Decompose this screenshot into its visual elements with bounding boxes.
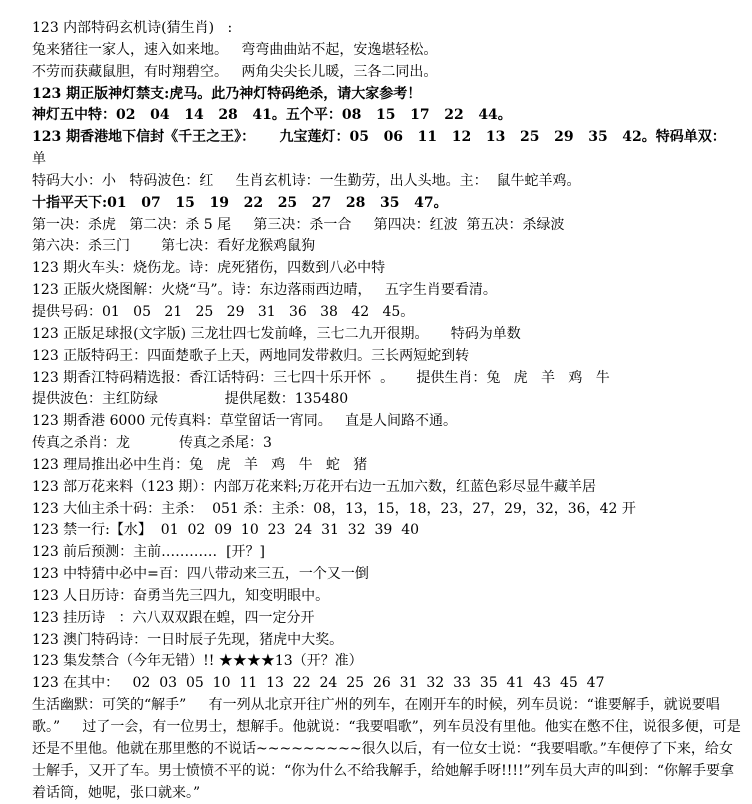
- text-line: 提供号码：01 05 21 25 29 31 36 38 42 45。: [32, 303, 415, 320]
- text-line: 123 前后预测：主前………… [开？]: [32, 544, 265, 561]
- text-line: 123 人日历诗：奋勇当先三四九，知变明眼中。: [32, 587, 330, 604]
- text-line: 十指平天下:01 07 15 19 22 25 27 28 35 47。: [32, 194, 448, 211]
- text-line: 提供波色：主红防绿 提供尾数：135480: [32, 391, 349, 408]
- text-line: 123 大仙主杀十码：主杀： 051 杀：主杀：08，13，15，18，23，27，29，32，36，42 开: [32, 500, 636, 517]
- text-line: 123 集发禁合（今年无错）!! ★★★★13（开？准）: [32, 653, 363, 670]
- text-line: 123 挂历诗 ：六八双双跟在蝗，四一定分开: [32, 609, 315, 626]
- text-line: 123 期正版神灯禁支:虎马。此乃神灯特码绝杀，请大家参考！: [32, 85, 422, 102]
- text-line: 123 内部特码玄机诗(猜生肖) :: [32, 20, 233, 36]
- text-line: 123 澳门特码诗：一日时辰子先现，猪虎中大奖。: [32, 631, 344, 648]
- text-line: 第六决：杀三门 第七决：看好龙猴鸡鼠狗: [32, 238, 316, 255]
- text-line: 123 期香港地下信封《千王之王》： 九宝莲灯：05 06 11 12 13 25 29 35 42。特码单双：: [32, 129, 726, 146]
- text-line: 第一决：杀虎 第二决：杀 5 尾 第三决：杀一合 第四决：红波 第五决：杀绿波: [32, 216, 565, 233]
- text-line: 123 正版特码王：四面楚歌子上天，两地同发带救归。三长两短蛇到转: [32, 347, 470, 364]
- text-line: 123 在其中： 02 03 05 10 11 13 22 24 25 26 31 32 33 35 41 43 45 47: [32, 675, 605, 692]
- text-line: 123 部万花来料（123 期）：内部万花来料;万花开右边一五加六数，红蓝色彩尽显牛藏羊居: [32, 478, 597, 495]
- text-line: 特码大小：小 特码波色：红 生肖玄机诗：一生勤劳，出人头地。主： 鼠牛蛇羊鸡。: [32, 172, 581, 189]
- text-line: 神灯五中特：02 04 14 28 41。五个平：08 15 17 22 44。: [32, 107, 512, 124]
- text-line: 123 期香港 6000 元传真料：草堂留话一宵同。 直是人间路不通。: [32, 413, 458, 430]
- text-line: 123 正版火烧图解：火烧“马”。诗：东边落雨西边晴， 五字生肖要看清。: [32, 282, 497, 299]
- text-line: 123 正版足球报(文字版) 三龙壮四七发前峰，三七二九开很期。 特码为单数: [32, 325, 521, 342]
- text-line: 123 中特猜中必中=百：四八带动来三五，一个又一倒: [32, 566, 369, 583]
- humor-story: 生活幽默：可笑的“解手” 有一列从北京开往广州的列车，在刚开车的时候，列车员说：“谁要解手，就说要唱歌。” 过了一会，有一位男士，想解手。他就说：“我要唱歌”，列车员没有里他。他实在憋不住，说很多便，可是还是不里他。他就在那里憋的不说话~~~~~~~~~很久以后，有一位女士说：“我要唱歌。”车便停了下来，给女士解手，又开了车。男士愤愤不平的说：“你为什么不给我解手，给她解手呀!!!!”列车员大声的叫到：“你解手要拿着话筒，她呢，张口就来。”: [32, 697, 741, 801]
- text-line: 123 禁一行:【水】 01 02 09 10 23 24 31 32 39 40: [32, 522, 420, 539]
- text-line: 123 期香江特码精选报：香江话特码：三七四十乐开怀 。 提供生肖：兔 虎 羊 鸡 牛: [32, 369, 610, 386]
- text-line: 兔来猪往一家人，速入如来地。 弯弯曲曲站不起，安逸堪轻松。: [32, 41, 438, 58]
- text-line: 123 理局推出必中生肖：兔 虎 羊 鸡 牛 蛇 猪: [32, 456, 368, 473]
- text-line: 单: [32, 151, 46, 168]
- text-line: 不劳而获藏鼠胆，有时翔碧空。 两角尖尖长儿暖，三各二同出。: [32, 63, 438, 80]
- text-line: 123 期火车头：烧伤龙。诗：虎死猪伤，四数到八必中特: [32, 260, 386, 277]
- text-line: 传真之杀肖：龙 传真之杀尾：3: [32, 435, 272, 452]
